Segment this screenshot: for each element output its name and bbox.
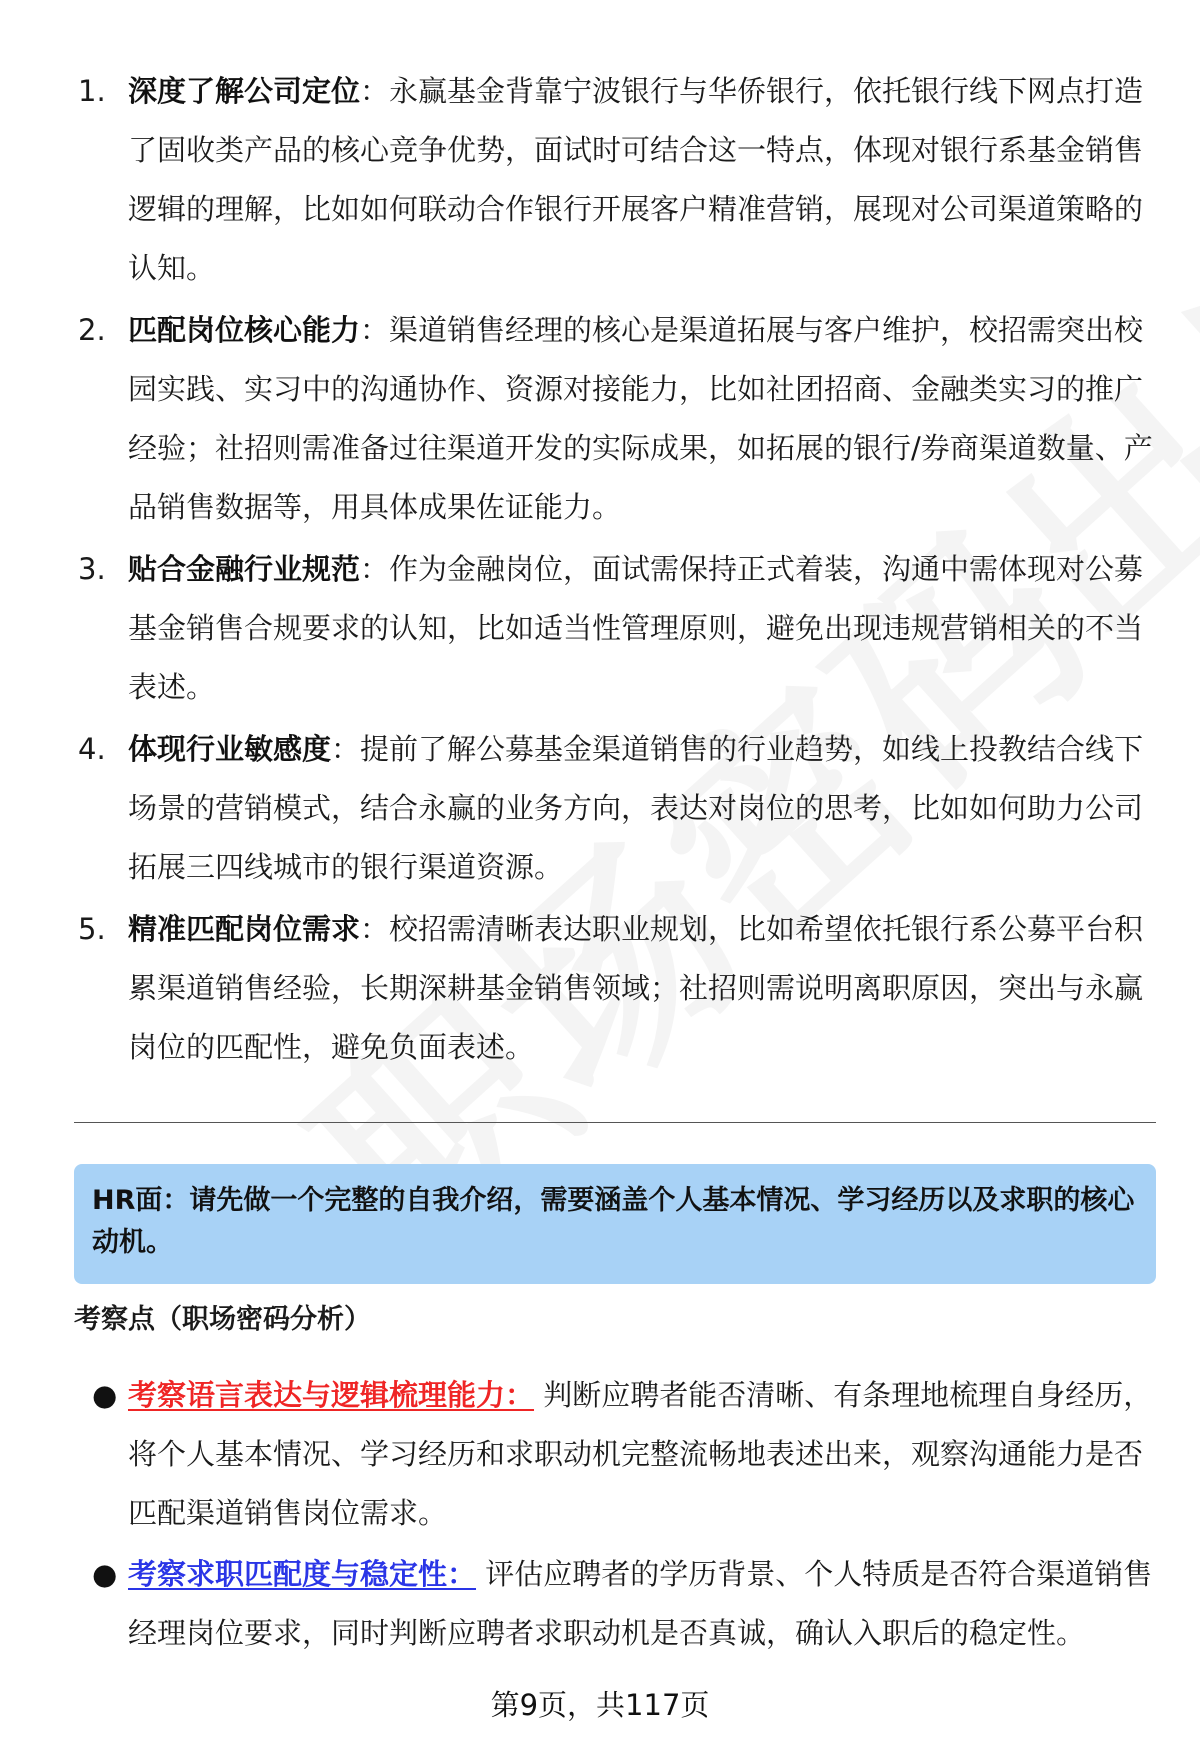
- bullet-item-body: [128, 1545, 1162, 1663]
- bullet-keyword-link[interactable]: 考察求职匹配度与稳定性：: [128, 1557, 477, 1591]
- bullet-item: [92, 1545, 1162, 1663]
- tips-ordered-list: [78, 62, 1158, 1080]
- list-item-text: 作为金融岗位，面试需保持正式着装，沟通中需体现对公募基金销售合规要求的认知，比如适当性管理原则，避免出现违规营销相关的不当表述。: [128, 552, 1144, 704]
- list-item-separator: ：: [360, 912, 390, 946]
- bullet-item: [92, 1366, 1162, 1543]
- list-item-title: 深度了解公司定位: [128, 74, 361, 108]
- list-number: 2.: [78, 313, 106, 347]
- list-item-separator: ：: [360, 74, 390, 108]
- bullet-icon: ●: [92, 1378, 118, 1412]
- section-divider: [74, 1122, 1156, 1123]
- list-item-body: [128, 301, 1158, 537]
- hr-question-text: HR面：请先做一个完整的自我介绍，需要涵盖个人基本情况、学习经历以及求职的核心动机。: [92, 1185, 1135, 1258]
- list-item-text: 渠道销售经理的核心是渠道拓展与客户维护，校招需突出校园实践、实习中的沟通协作、资源对接能力，比如社团招商、金融类实习的推广经验；社招则需准备过往渠道开发的实际成果，如拓展的银行/券商渠道数量、产品销售数据等，用具体成果佐证能力。: [128, 313, 1153, 524]
- list-item-body: [128, 900, 1158, 1077]
- list-item-body: [128, 720, 1158, 897]
- bullet-item-text: 判断应聘者能否清晰、有条理地梳理自身经历，将个人基本情况、学习经历和求职动机完整流畅地表述出来，观察沟通能力是否匹配渠道销售岗位需求。: [128, 1378, 1153, 1530]
- bullet-icon: ●: [92, 1557, 118, 1591]
- bullet-keyword-link[interactable]: 考察语言表达与逻辑梳理能力：: [128, 1378, 535, 1412]
- list-number: 5.: [78, 912, 106, 946]
- bullet-item-body: [128, 1366, 1162, 1543]
- list-item-title: 贴合金融行业规范: [128, 552, 361, 586]
- list-item: [78, 900, 1158, 1077]
- list-item: [78, 720, 1158, 897]
- page-footer: 第9页，共117页: [490, 1688, 710, 1722]
- list-item: [78, 301, 1158, 537]
- list-item-separator: ：: [360, 552, 390, 586]
- list-item-title: 匹配岗位核心能力: [128, 313, 361, 347]
- list-number: 3.: [78, 552, 106, 586]
- list-number: 1.: [78, 74, 106, 108]
- hr-question-box: [74, 1164, 1156, 1284]
- list-item-body: [128, 62, 1158, 298]
- list-item: [78, 62, 1158, 298]
- bullet-item-text: 评估应聘者的学历背景、个人特质是否符合渠道销售经理岗位要求，同时判断应聘者求职动机是否真诚，确认入职后的稳定性。: [128, 1557, 1153, 1650]
- list-item-title: 精准匹配岗位需求: [128, 912, 361, 946]
- list-item-text: 永赢基金背靠宁波银行与华侨银行，依托银行线下网点打造了固收类产品的核心竞争优势，面试时可结合这一特点，体现对银行系基金销售逻辑的理解，比如如何联动合作银行开展客户精准营销，展现对公司渠道策略的认知。: [128, 74, 1144, 285]
- list-item-separator: ：: [360, 313, 390, 347]
- list-item: [78, 540, 1158, 717]
- list-item-text: 提前了解公募基金渠道销售的行业趋势，如线上投教结合线下场景的营销模式，结合永赢的业务方向，表达对岗位的思考，比如如何助力公司拓展三四线城市的银行渠道资源。: [128, 732, 1144, 884]
- section-title: 考察点（职场密码分析）: [74, 1304, 371, 1335]
- assessment-bullet-list: [92, 1366, 1162, 1665]
- list-item-separator: ：: [331, 732, 361, 766]
- list-item-text: 校招需清晰表达职业规划，比如希望依托银行系公募平台积累渠道销售经验，长期深耕基金销售领域；社招则需说明离职原因，突出与永赢岗位的匹配性，避免负面表述。: [128, 912, 1144, 1064]
- list-item-body: [128, 540, 1158, 717]
- list-item-title: 体现行业敏感度: [128, 732, 332, 766]
- list-number: 4.: [78, 732, 106, 766]
